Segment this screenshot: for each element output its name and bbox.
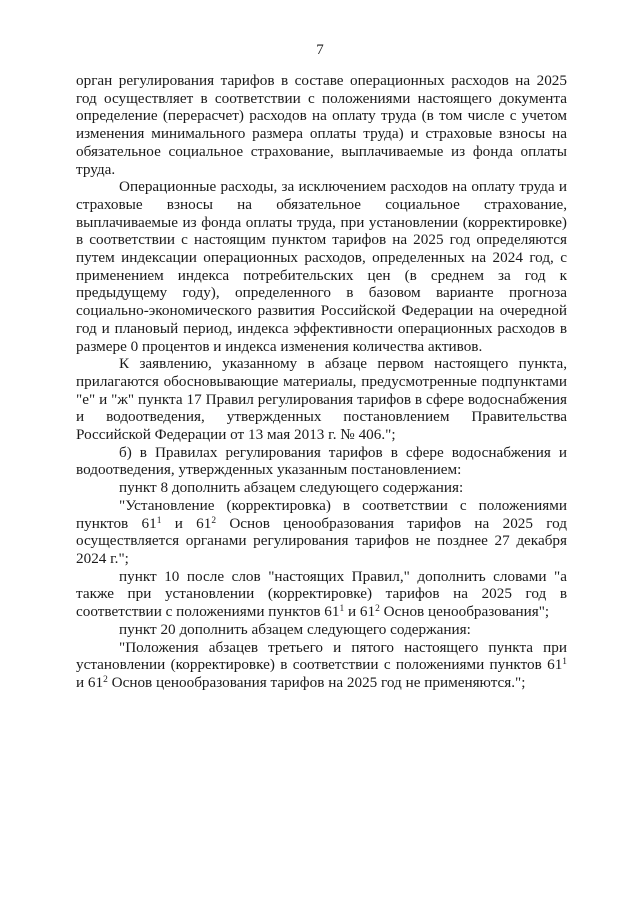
document-body	[76, 72, 567, 692]
superscript-index: 1	[339, 603, 345, 614]
page-number: 7	[316, 42, 324, 58]
paragraph: орган регулирования тарифов в составе операционных расходов на 2025 год осуществляет в соответствии с положениями настоящего документа определение (перерасчет) расходов на оплату труда (в том числе с учетом изменения минимального размера оплаты труда) и страховые взносы на обязательное социальное страхование, выплачиваемые из фонда оплаты труда.	[76, 72, 567, 178]
superscript-index: 2	[211, 515, 217, 526]
paragraph: пункт 20 дополнить абзацем следующего содержания:	[119, 620, 471, 638]
superscript-index: 1	[562, 657, 567, 668]
superscript-index: 2	[103, 674, 108, 685]
paragraph	[76, 639, 567, 692]
paragraph: Операционные расходы, за исключением расходов на оплату труда и страховые взносы на обязательное социальное страхование, выплачиваемые из фонда оплаты труда, при установлении (корректировке) в соответствии с настоящим пунктом тарифов на 2025 год определяются путем индексации операционных расходов, определенных на 2024 год, с применением индекса потребительских цен (в среднем за год к предыдущему году), определенного в базовом варианте прогноза социально-экономического развития Российской Федерации на очередной год и плановый период, индекса эффективности операционных расходов в размере 0 процентов и индекса изменения количества активов.	[76, 178, 567, 355]
paragraph-text-segment: "Установление (корректировка) в соответствии с положениями пунктов 61	[76, 496, 567, 532]
paragraph-text-segment: и 61	[161, 514, 212, 532]
paragraph	[76, 497, 567, 568]
paragraph: К заявлению, указанному в абзаце первом настоящего пункта, прилагаются обосновывающие материалы, предусмотренные подпунктами "е" и "ж" пункта 17 Правил регулирования тарифов в сфере водоснабжения и водоотведения, утвержденных постановлением Правительства Российской Федерации от 13 мая 2013 г. № 406.";	[76, 355, 567, 444]
paragraph-text-segment: "Положения абзацев третьего и пятого настоящего пункта при установлении (корректировке) в соответствии с положениями пунктов 61	[76, 638, 567, 674]
paragraph-text-segment: и 61	[344, 603, 376, 621]
paragraph-text-segment: Основ ценообразования тарифов на 2025 год не применяются.";	[107, 673, 526, 691]
paragraph-text-segment: Основ ценообразования тарифов на 2025 год осуществляется органами регулирования тарифов не позднее 27 декабря 2024 г.";	[76, 514, 567, 567]
superscript-index: 2	[375, 603, 380, 614]
paragraph-text-segment: пункт 10 после слов "настоящих Правил," дополнить словами "а также при установлении (корректировке) тарифов на 2025 год в соответствии с положениями пунктов 61	[76, 567, 567, 621]
paragraph: б) в Правилах регулирования тарифов в сфере водоснабжения и водоотведения, утвержденных указанным постановлением:	[76, 443, 567, 479]
paragraph-text-segment: Основ ценообразования";	[379, 603, 550, 621]
superscript-index: 1	[156, 515, 162, 526]
paragraph-text-segment: и 61	[76, 673, 104, 691]
paragraph	[76, 568, 567, 621]
paragraph: пункт 8 дополнить абзацем следующего содержания:	[119, 479, 464, 497]
